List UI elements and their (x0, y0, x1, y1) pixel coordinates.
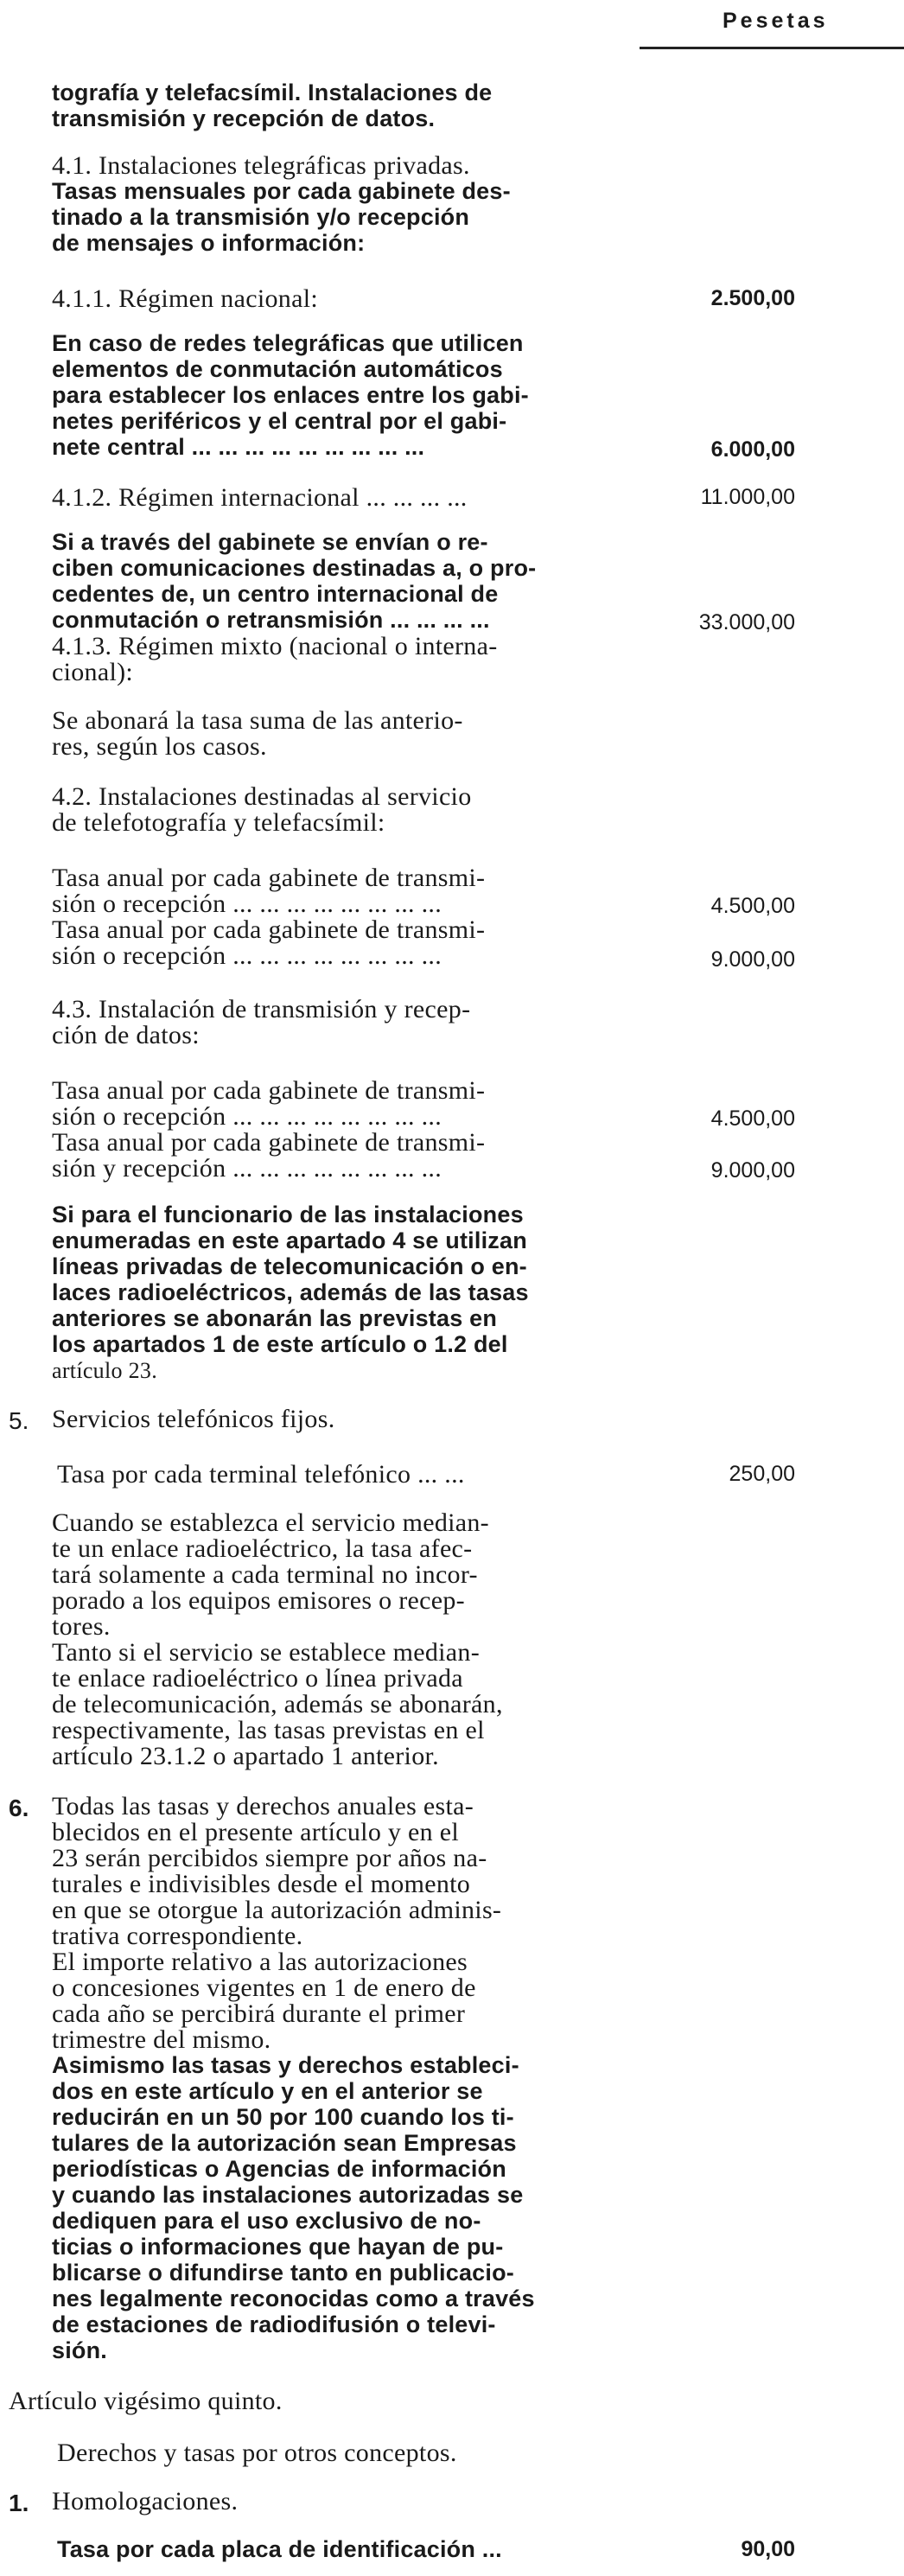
si-line: cedentes de, un centro internacional de (52, 581, 499, 607)
redes-line: En caso de redes telegráficas que utilicen (52, 330, 524, 356)
r412-amount: 11.000,00 (700, 485, 795, 509)
s5-tanto-line: respectivamente, las tasas previstas en el (52, 1716, 485, 1744)
header-rule (640, 47, 904, 49)
s6-line: Asimismo las tasas y derechos estableci- (52, 2052, 519, 2078)
s43-note-line: los apartados 1 de este artículo o 1.2 del (52, 1331, 508, 1357)
s5-cuando-line: tará solamente a cada terminal no incor- (52, 1560, 478, 1589)
s5-tasa-amount: 250,00 (729, 1462, 795, 1486)
s42-row-line: Tasa anual por cada gabinete de transmi- (52, 864, 486, 892)
s42-row-line: Tasa anual por cada gabinete de transmi- (52, 915, 486, 944)
r412-label: 4.1.2. Régimen internacional ... ... ... ... (52, 483, 468, 512)
s6-line: trativa correspondiente. (52, 1922, 303, 1950)
s5-cuando-line: Cuando se establezca el servicio median- (52, 1508, 489, 1537)
s6-line: El importe relativo a las autorizaciones (52, 1948, 468, 1976)
intro-line: transmisión y recepción de datos. (52, 105, 436, 131)
s6-line: nes legalmente reconocidas como a través (52, 2286, 535, 2311)
homologaciones-number: 1. (9, 2490, 29, 2516)
s6-line: en que se otorgue la autorización adminis- (52, 1896, 502, 1924)
s43-note-line: laces radioeléctricos, además de las tasas (52, 1279, 529, 1305)
s43-note-line: líneas privadas de telecomunicación o en- (52, 1253, 527, 1279)
redes-line: para establecer los enlaces entre los gabi- (52, 382, 529, 408)
s5-number: 5. (9, 1407, 29, 1434)
s5-tanto-line: de telecomunicación, además se abonarán, (52, 1690, 503, 1718)
redes-line: nete central ... ... ... ... ... ... ... ... ... (52, 434, 425, 460)
s6-number: 6. (9, 1795, 29, 1821)
si-line: ciben comunicaciones destinadas a, o pro- (52, 555, 537, 581)
s5-tanto-line: Tanto si el servicio se establece median- (52, 1638, 481, 1667)
s41-title-line: Tasas mensuales por cada gabinete des- (52, 178, 511, 204)
si-amount: 33.000,00 (698, 610, 795, 634)
s42-row-line: sión o recepción ... ... ... ... ... ... ... ... (52, 889, 442, 918)
s6-line: blicarse o difundirse tanto en publicacio- (52, 2260, 514, 2286)
s6-line: turales e indivisibles desde el momento (52, 1870, 471, 1898)
redes-line: netes periféricos y el central por el gabi- (52, 408, 507, 434)
s6-line: tulares de la autorización sean Empresas (52, 2130, 517, 2156)
s5-cuando-line: porado a los equipos emisores o recep- (52, 1586, 465, 1615)
s6-line: periodísticas o Agencias de información (52, 2156, 506, 2182)
s6-line: cada año se percibirá durante el primer (52, 1999, 466, 2028)
si-line: conmutación o retransmisión ... ... ... ... (52, 607, 490, 633)
s43-note-line: Si para el funcionario de las instalaciones (52, 1202, 524, 1227)
s43-row-line: sión y recepción ... ... ... ... ... ... ... ... (52, 1154, 442, 1183)
s6-line: 23 serán percibidos siempre por años na- (52, 1844, 487, 1872)
s43-note-line: artículo 23. (52, 1358, 158, 1383)
s5-tanto-line: artículo 23.1.2 o apartado 1 anterior. (52, 1742, 439, 1770)
currency-header: Pesetas (723, 9, 829, 33)
s5-title: Servicios telefónicos fijos. (52, 1405, 335, 1433)
r413-line: cional): (52, 658, 134, 686)
s43-row-amount: 4.500,00 (710, 1106, 795, 1131)
s42-title-line: 4.2. Instalaciones destinadas al servicio (52, 782, 472, 811)
r411-label: 4.1.1. Régimen nacional: (52, 284, 318, 313)
s6-line: dediquen para el uso exclusivo de no- (52, 2208, 481, 2234)
article-title: Artículo vigésimo quinto. (9, 2387, 283, 2415)
s43-row-line: Tasa anual por cada gabinete de transmi- (52, 1128, 486, 1157)
s6-line: sión. (52, 2337, 108, 2363)
s43-row-amount: 9.000,00 (710, 1158, 795, 1183)
s42-title-line: de telefotografía y telefacsímil: (52, 808, 385, 837)
article-subtitle: Derechos y tasas por otros conceptos. (57, 2439, 457, 2467)
s6-line: reducirán en un 50 por 100 cuando los ti- (52, 2104, 514, 2130)
placa-amount: 90,00 (741, 2537, 795, 2561)
suma-line: res, según los casos. (52, 732, 267, 761)
s43-row-line: sión o recepción ... ... ... ... ... ... ... ... (52, 1102, 442, 1131)
s6-line: o concesiones vigentes en 1 de enero de (52, 1973, 476, 2002)
s6-line: blecidos en el presente artículo y en el (52, 1818, 459, 1846)
s43-title-line: ción de datos: (52, 1021, 200, 1049)
s41-title-line: tinado a la transmisión y/o recepción (52, 204, 470, 230)
s6-line: y cuando las instalaciones autorizadas se (52, 2182, 524, 2208)
redes-amount: 6.000,00 (710, 437, 795, 462)
s5-tasa-label: Tasa por cada terminal telefónico ... ... (57, 1460, 465, 1489)
s5-cuando-line: tores. (52, 1612, 111, 1641)
r413-line: 4.1.3. Régimen mixto (nacional o interna- (52, 632, 498, 660)
s6-line: dos en este artículo y en el anterior se (52, 2078, 483, 2104)
s43-row-line: Tasa anual por cada gabinete de transmi- (52, 1076, 486, 1105)
s43-title-line: 4.3. Instalación de transmisión y recep- (52, 995, 471, 1023)
s42-row-amount: 9.000,00 (710, 947, 795, 972)
s42-row-line: sión o recepción ... ... ... ... ... ... ... ... (52, 941, 442, 970)
s5-cuando-line: te un enlace radioeléctrico, la tasa afec- (52, 1534, 473, 1563)
s43-note-line: anteriores se abonarán las previstas en (52, 1305, 498, 1331)
placa-label: Tasa por cada placa de identificación ... (57, 2536, 502, 2562)
s43-note-line: enumeradas en este apartado 4 se utilizan (52, 1227, 527, 1253)
intro-line: tografía y telefacsímil. Instalaciones de (52, 80, 493, 105)
s41-title-line: de mensajes o información: (52, 230, 366, 256)
s5-tanto-line: te enlace radioeléctrico o línea privada (52, 1664, 463, 1693)
r411-amount: 2.500,00 (710, 286, 795, 310)
suma-line: Se abonará la tasa suma de las anterio- (52, 706, 463, 735)
redes-line: elementos de conmutación automáticos (52, 356, 503, 382)
s6-line: ticias o informaciones que hayan de pu- (52, 2234, 504, 2260)
si-line: Si a través del gabinete se envían o re- (52, 529, 488, 555)
s41-title-line: 4.1. Instalaciones telegráficas privadas. (52, 151, 470, 180)
s6-line: Todas las tasas y derechos anuales esta- (52, 1792, 474, 1820)
s6-line: de estaciones de radiodifusión o televi- (52, 2311, 496, 2337)
s6-line: trimestre del mismo. (52, 2025, 271, 2054)
s42-row-amount: 4.500,00 (710, 894, 795, 918)
homologaciones-title: Homologaciones. (52, 2487, 239, 2515)
